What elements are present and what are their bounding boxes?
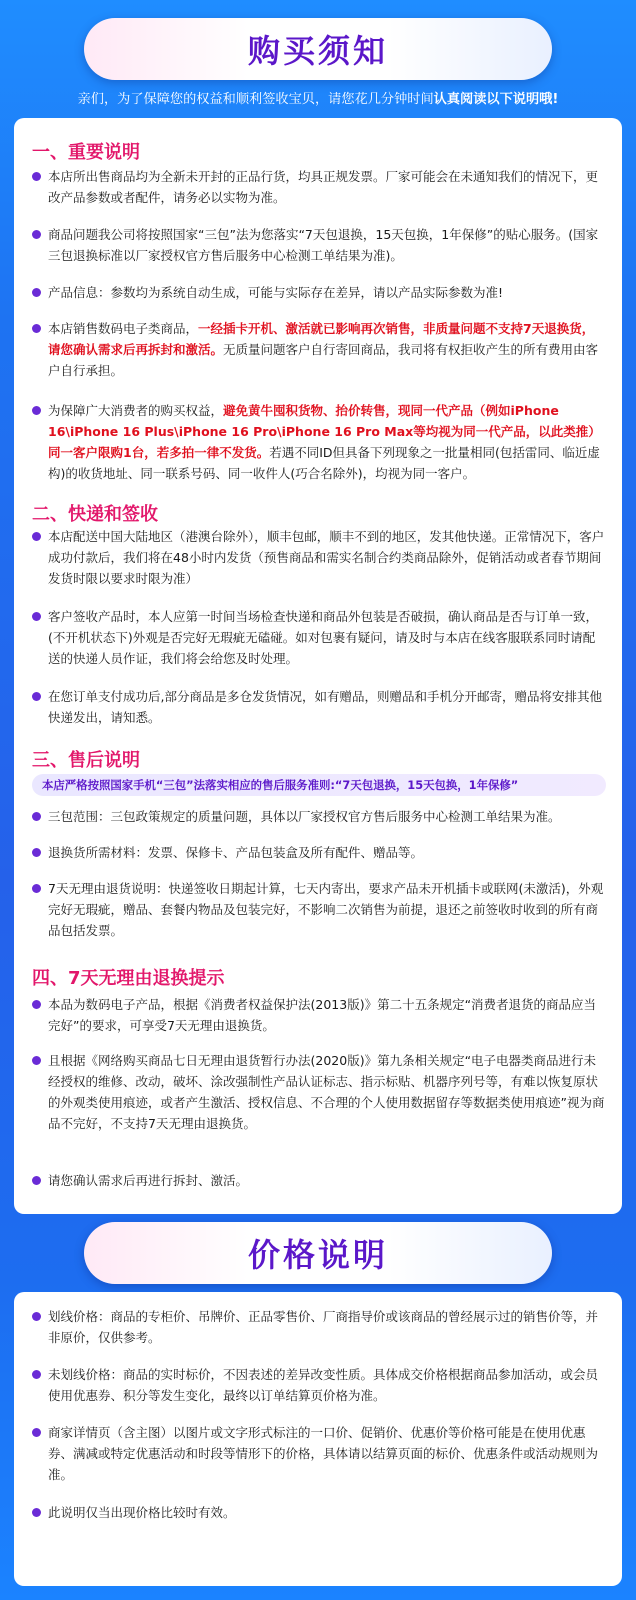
list-item: 退换货所需材料：发票、保修卡、产品包装盒及所有配件、赠品等。 (32, 842, 606, 863)
list-item: 未划线价格：商品的实时标价，不因表述的差异改变性质。具体成交价格根据商品参加活动，或会员使用优惠券、积分等发生变化，最终以订单结算页价格为准。 (32, 1364, 606, 1406)
price-notice-title-banner (84, 1222, 552, 1284)
intro-emphasis: 认真阅读以下说明哦! (433, 92, 559, 107)
purchase-notice-title: 购买须知 (247, 32, 388, 70)
list-item: 产品信息：参数均为系统自动生成，可能与实际存在差异，请以产品实际参数为准! (32, 282, 606, 303)
price-notice-title: 价格说明 (247, 1236, 388, 1274)
list-item: 本店销售数码电子类商品，一经插卡开机、激活就已影响再次销售，非质量问题不支持7天退换货，请您确认需求后再拆封和激活。无质量问题客户自行寄回商品，我司将有权拒收产生的所有费用由客户自行承担。 (32, 318, 606, 381)
list-item: 本品为数码电子产品，根据《消费者权益保护法(2013版)》第二十五条规定“消费者退货的商品应当完好”的要求，可享受7天无理由退换货。 (32, 994, 606, 1036)
list-item: 为保障广大消费者的购买权益，避免黄牛囤积货物、抬价转售，现同一代产品（例如iPhone 16\iPhone 16 Plus\iPhone 16 Pro\iPhone 16 Pro Max等均视为同一代产品，以此类推）同一客户限购1台，若多拍一律不发货。若遇不同ID但具备下列现象之一批量相同(包括雷同、临近虚构)的收货地址、同一联系号码、同一收件人(巧合名除外)，均视为同一客户。 (32, 400, 606, 484)
list-item: 此说明仅当出现价格比较时有效。 (32, 1502, 606, 1523)
list-item: 7天无理由退货说明：快递签收日期起计算，七天内寄出，要求产品未开机插卡或联网(未激活)，外观完好无瑕疵，赠品、套餐内物品及包装完好，不影响二次销售为前提，退还之前签收时收到的所有商品包括发票。 (32, 878, 606, 941)
section-heading-shipping: 二、快递和签收 (32, 504, 158, 525)
list-item: 商品问题我公司将按照国家“三包”法为您落实“7天包退换，15天包换，1年保修”的贴心服务。(国家三包退换标准以厂家授权官方售后服务中心检测工单结果为准)。 (32, 224, 606, 266)
list-item: 客户签收产品时，本人应第一时间当场检查快递和商品外包装是否破损，确认商品是否与订单一致，(不开机状态下)外观是否完好无瑕疵无磕碰。如对包裹有疑问，请及时与本店在线客服联系同时请配送的快递人员作证，我们将会给您及时处理。 (32, 606, 606, 669)
price-notice-card (14, 1292, 622, 1586)
section-heading-important: 一、重要说明 (32, 142, 140, 163)
section-heading-7day-return: 四、7天无理由退换提示 (32, 968, 225, 989)
section-heading-after-sales: 三、售后说明 (32, 750, 140, 771)
purchase-notice-card (14, 118, 622, 1214)
intro-text (0, 88, 636, 107)
list-item: 本店所出售商品均为全新未开封的正品行货，均具正规发票。厂家可能会在未通知我们的情况下，更改产品参数或者配件，请务必以实物为准。 (32, 166, 606, 208)
list-item: 本店配送中国大陆地区（港澳台除外），顺丰包邮，顺丰不到的地区，发其他快递。正常情况下，客户成功付款后，我们将在48小时内发货（预售商品和需实名制合约类商品除外，促销活动或者春节期间发货时限以要求时限为准） (32, 526, 606, 589)
list-item: 商家详情页（含主图）以图片或文字形式标注的一口价、促销价、优惠价等价格可能是在使用优惠券、满减或特定优惠活动和时段等情形下的价格，具体请以结算页面的标价、优惠条件或活动规则为准。 (32, 1422, 606, 1485)
list-item: 请您确认需求后再进行拆封、激活。 (32, 1170, 606, 1191)
list-item: 在您订单支付成功后,部分商品是多仓发货情况，如有赠品，则赠品和手机分开邮寄，赠品将安排其他快递发出，请知悉。 (32, 686, 606, 728)
after-sales-policy-banner: 本店严格按照国家手机“三包”法落实相应的售后服务准则:“7天包退换，15天包换，1年保修” (32, 774, 606, 796)
intro-prefix: 亲们，为了保障您的权益和顺利签收宝贝，请您花几分钟时间 (77, 92, 434, 107)
list-item: 划线价格：商品的专柜价、吊牌价、正品零售价、厂商指导价或该商品的曾经展示过的销售价等，并非原价，仅供参考。 (32, 1306, 606, 1348)
purchase-notice-title-banner (84, 18, 552, 80)
list-item: 三包范围：三包政策规定的质量问题，具体以厂家授权官方售后服务中心检测工单结果为准。 (32, 806, 606, 827)
list-item: 且根据《网络购买商品七日无理由退货暂行办法(2020版)》第九条相关规定“电子电器类商品进行未经授权的维修、改动，破坏、涂改强制性产品认证标志、指示标贴、机器序列号等，有难以恢复原状的外观类使用痕迹，或者产生激活、授权信息、不合理的个人使用数据留存等数据类使用痕迹”视为商品不完好，不支持7天无理由退换货。 (32, 1050, 606, 1134)
